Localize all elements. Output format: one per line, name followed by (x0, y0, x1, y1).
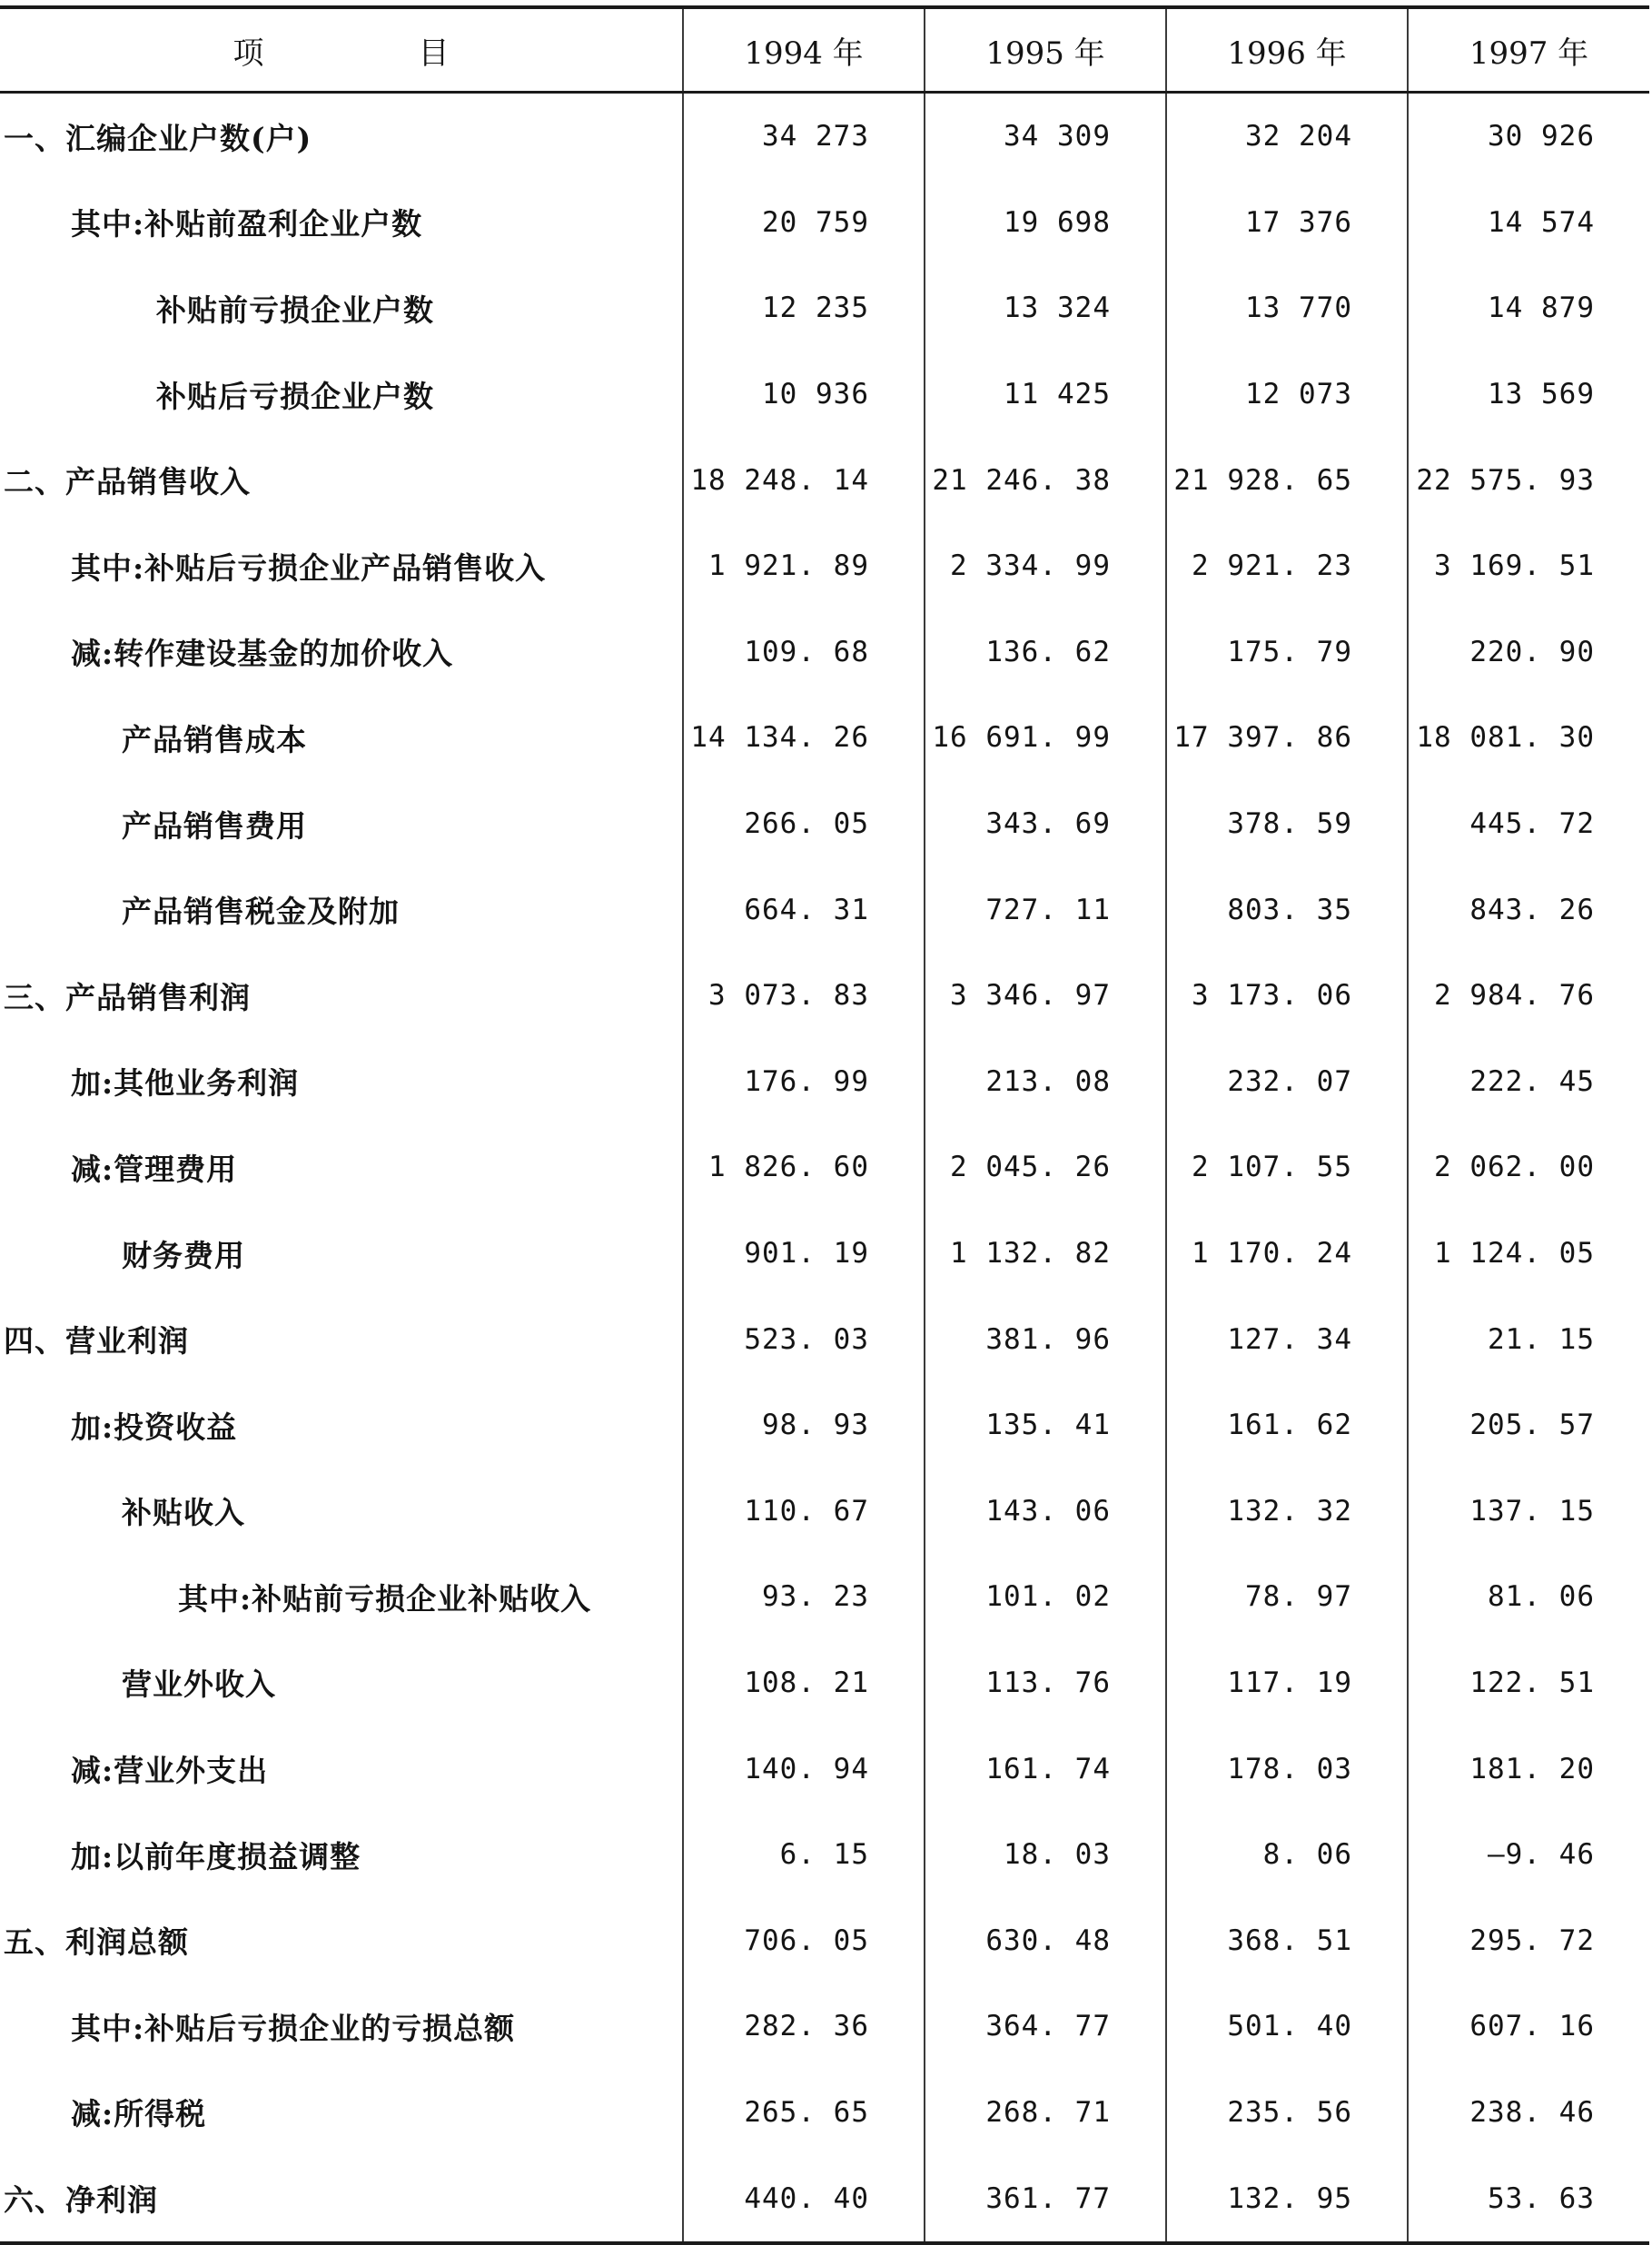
cell-1994: 664. 31 (683, 866, 925, 953)
cell-1996: 803. 35 (1166, 866, 1408, 953)
table-row (0, 2155, 1649, 2243)
cell-1997: 181. 20 (1469, 1752, 1595, 1785)
row-label: 四、营业利润 (0, 1296, 683, 1382)
cell-1997: 22 575. 93 (1416, 463, 1595, 497)
cell-1996: 117. 19 (1166, 1640, 1408, 1726)
cell-1995: 213. 08 (925, 1039, 1166, 1125)
cell-1997: 220. 90 (1469, 635, 1595, 668)
cell-1996: 378. 59 (1166, 781, 1408, 867)
table-row (0, 1382, 1649, 1469)
cell-1996: 178. 03 (1166, 1726, 1408, 1812)
table-row (0, 866, 1649, 953)
cell-1995: 19 698 (925, 180, 1166, 266)
cell-1995: 630. 48 (925, 1897, 1166, 1983)
cell-1995: 161. 74 (925, 1726, 1166, 1812)
cell-1996: 17 397. 86 (1166, 695, 1408, 781)
table-row (0, 2070, 1649, 2156)
table-row (0, 1469, 1649, 1555)
table-row (0, 609, 1649, 696)
table-row (0, 1554, 1649, 1640)
cell-1996: 78. 97 (1166, 1554, 1408, 1640)
cell-1995: 18. 03 (925, 1812, 1166, 1898)
cell-1996: 132. 95 (1166, 2155, 1408, 2243)
table-row (0, 695, 1649, 781)
cell-1996: 161. 62 (1166, 1382, 1408, 1469)
cell-1997: —9. 46 (1488, 1838, 1595, 1872)
cell-1995: 143. 06 (925, 1469, 1166, 1555)
header-item-column (0, 7, 683, 93)
cell-1997: 295. 72 (1469, 1924, 1595, 1957)
cell-1997: 21. 15 (1488, 1322, 1595, 1356)
cell-1996: 132. 32 (1166, 1469, 1408, 1555)
cell-1994: 10 936 (683, 351, 925, 438)
table-row (0, 1897, 1649, 1983)
row-label: 其中:补贴后亏损企业的亏损总额 (0, 1983, 683, 2070)
cell-1994: 18 248. 14 (683, 437, 925, 523)
cell-1994: 109. 68 (683, 609, 925, 696)
row-label: 二、产品销售收入 (0, 437, 683, 523)
cell-1994: 282. 36 (683, 1983, 925, 2070)
cell-1995: 21 246. 38 (925, 437, 1166, 523)
cell-1994: 265. 65 (683, 2070, 925, 2156)
cell-1994: 12 235 (683, 265, 925, 351)
financial-table-sheet (0, 5, 1649, 2245)
table-row (0, 351, 1649, 438)
row-label: 一、汇编企业户数(户) (0, 93, 683, 180)
table-header-row (0, 7, 1649, 93)
row-label: 财务费用 (0, 1211, 683, 1297)
row-label: 减:管理费用 (0, 1124, 683, 1211)
cell-1995: 268. 71 (925, 2070, 1166, 2156)
cell-1997: 81. 06 (1488, 1580, 1595, 1614)
cell-1997: 137. 15 (1469, 1494, 1595, 1528)
cell-1994: 901. 19 (683, 1211, 925, 1297)
cell-1997: 205. 57 (1469, 1409, 1595, 1442)
cell-1995: 727. 11 (925, 866, 1166, 953)
row-label: 加:以前年度损益调整 (0, 1812, 683, 1898)
cell-1996: 2 921. 23 (1166, 523, 1408, 609)
cell-1995: 11 425 (925, 351, 1166, 438)
cell-1994: 110. 67 (683, 1469, 925, 1555)
row-label: 减:所得税 (0, 2070, 683, 2156)
table-row (0, 1640, 1649, 1726)
cell-1995: 1 132. 82 (925, 1211, 1166, 1297)
header-year-1997: 1997 年 (1408, 7, 1649, 93)
cell-1996: 21 928. 65 (1166, 437, 1408, 523)
cell-1997: 18 081. 30 (1416, 721, 1595, 755)
cell-1996: 13 770 (1166, 265, 1408, 351)
table-row (0, 1039, 1649, 1125)
row-label: 六、净利润 (0, 2155, 683, 2243)
cell-1997: 843. 26 (1469, 893, 1595, 926)
cell-1997: 30 926 (1488, 120, 1595, 153)
cell-1994: 1 921. 89 (683, 523, 925, 609)
cell-1996: 501. 40 (1166, 1983, 1408, 2070)
cell-1995: 16 691. 99 (925, 695, 1166, 781)
cell-1994: 98. 93 (683, 1382, 925, 1469)
cell-1997: 53. 63 (1408, 2155, 1649, 2243)
financial-summary-table (0, 5, 1649, 2245)
cell-1997: 2 062. 00 (1434, 1151, 1595, 1184)
table-row (0, 1812, 1649, 1898)
table-row (0, 523, 1649, 609)
row-label: 补贴前亏损企业户数 (0, 265, 683, 351)
cell-1995: 135. 41 (925, 1382, 1166, 1469)
cell-1995: 381. 96 (925, 1296, 1166, 1382)
cell-1997: 445. 72 (1469, 807, 1595, 841)
header-year-1995: 1995 年 (925, 7, 1166, 93)
cell-1997: 607. 16 (1469, 2010, 1595, 2043)
row-label: 五、利润总额 (0, 1897, 683, 1983)
cell-1996: 175. 79 (1166, 609, 1408, 696)
cell-1994: 440. 40 (683, 2155, 925, 2243)
cell-1995: 2 045. 26 (925, 1124, 1166, 1211)
header-year-1994: 1994 年 (683, 7, 925, 93)
cell-1994: 14 134. 26 (683, 695, 925, 781)
cell-1997: 3 169. 51 (1434, 549, 1595, 583)
row-label: 减:营业外支出 (0, 1726, 683, 1812)
cell-1994: 20 759 (683, 180, 925, 266)
cell-1996: 368. 51 (1166, 1897, 1408, 1983)
table-row (0, 1296, 1649, 1382)
header-year-1996: 1996 年 (1166, 7, 1408, 93)
table-row (0, 180, 1649, 266)
cell-1994: 523. 03 (683, 1296, 925, 1382)
cell-1995: 361. 77 (925, 2155, 1166, 2243)
row-label: 产品销售税金及附加 (0, 866, 683, 953)
row-label: 加:投资收益 (0, 1382, 683, 1469)
table-row (0, 437, 1649, 523)
cell-1994: 108. 21 (683, 1640, 925, 1726)
cell-1994: 706. 05 (683, 1897, 925, 1983)
header-item-char2: 目 (418, 35, 450, 72)
cell-1996: 17 376 (1166, 180, 1408, 266)
cell-1997: 122. 51 (1469, 1666, 1595, 1699)
cell-1994: 266. 05 (683, 781, 925, 867)
cell-1996: 8. 06 (1166, 1812, 1408, 1898)
header-item-char1: 项 (232, 35, 264, 72)
row-label: 其中:补贴前盈利企业户数 (0, 180, 683, 266)
table-row (0, 1211, 1649, 1297)
cell-1996: 3 173. 06 (1166, 953, 1408, 1039)
cell-1995: 343. 69 (925, 781, 1166, 867)
cell-1994: 1 826. 60 (683, 1124, 925, 1211)
cell-1996: 12 073 (1166, 351, 1408, 438)
cell-1996: 235. 56 (1166, 2070, 1408, 2156)
cell-1994: 140. 94 (683, 1726, 925, 1812)
row-label: 加:其他业务利润 (0, 1039, 683, 1125)
table-row (0, 1124, 1649, 1211)
table-row (0, 953, 1649, 1039)
cell-1997: 14 879 (1488, 292, 1595, 325)
cell-1997: 2 984. 76 (1434, 979, 1595, 1013)
cell-1997: 13 569 (1488, 378, 1595, 411)
cell-1995: 2 334. 99 (925, 523, 1166, 609)
cell-1997: 238. 46 (1469, 2095, 1595, 2129)
cell-1994: 34 273 (683, 93, 925, 180)
row-label: 减:转作建设基金的加价收入 (0, 609, 683, 696)
row-label: 产品销售成本 (0, 695, 683, 781)
cell-1995: 364. 77 (925, 1983, 1166, 2070)
cell-1994: 176. 99 (683, 1039, 925, 1125)
row-label: 三、产品销售利润 (0, 953, 683, 1039)
cell-1995: 136. 62 (925, 609, 1166, 696)
cell-1995: 113. 76 (925, 1640, 1166, 1726)
row-label: 补贴后亏损企业户数 (0, 351, 683, 438)
row-label: 产品销售费用 (0, 781, 683, 867)
cell-1996: 2 107. 55 (1166, 1124, 1408, 1211)
row-label: 营业外收入 (0, 1640, 683, 1726)
cell-1996: 232. 07 (1166, 1039, 1408, 1125)
cell-1995: 13 324 (925, 265, 1166, 351)
cell-1996: 1 170. 24 (1166, 1211, 1408, 1297)
cell-1995: 3 346. 97 (925, 953, 1166, 1039)
cell-1995: 101. 02 (925, 1554, 1166, 1640)
table-row (0, 265, 1649, 351)
cell-1995: 34 309 (925, 93, 1166, 180)
cell-1994: 93. 23 (683, 1554, 925, 1640)
row-label: 其中:补贴前亏损企业补贴收入 (0, 1554, 683, 1640)
cell-1994: 3 073. 83 (683, 953, 925, 1039)
row-label: 其中:补贴后亏损企业产品销售收入 (0, 523, 683, 609)
cell-1997: 1 124. 05 (1434, 1237, 1595, 1271)
cell-1994: 6. 15 (683, 1812, 925, 1898)
table-row (0, 1726, 1649, 1812)
cell-1996: 127. 34 (1166, 1296, 1408, 1382)
table-row (0, 93, 1649, 180)
row-label: 补贴收入 (0, 1469, 683, 1555)
cell-1997: 222. 45 (1469, 1064, 1595, 1098)
cell-1996: 32 204 (1166, 93, 1408, 180)
table-row (0, 781, 1649, 867)
cell-1997: 14 574 (1488, 205, 1595, 239)
table-row (0, 1983, 1649, 2070)
